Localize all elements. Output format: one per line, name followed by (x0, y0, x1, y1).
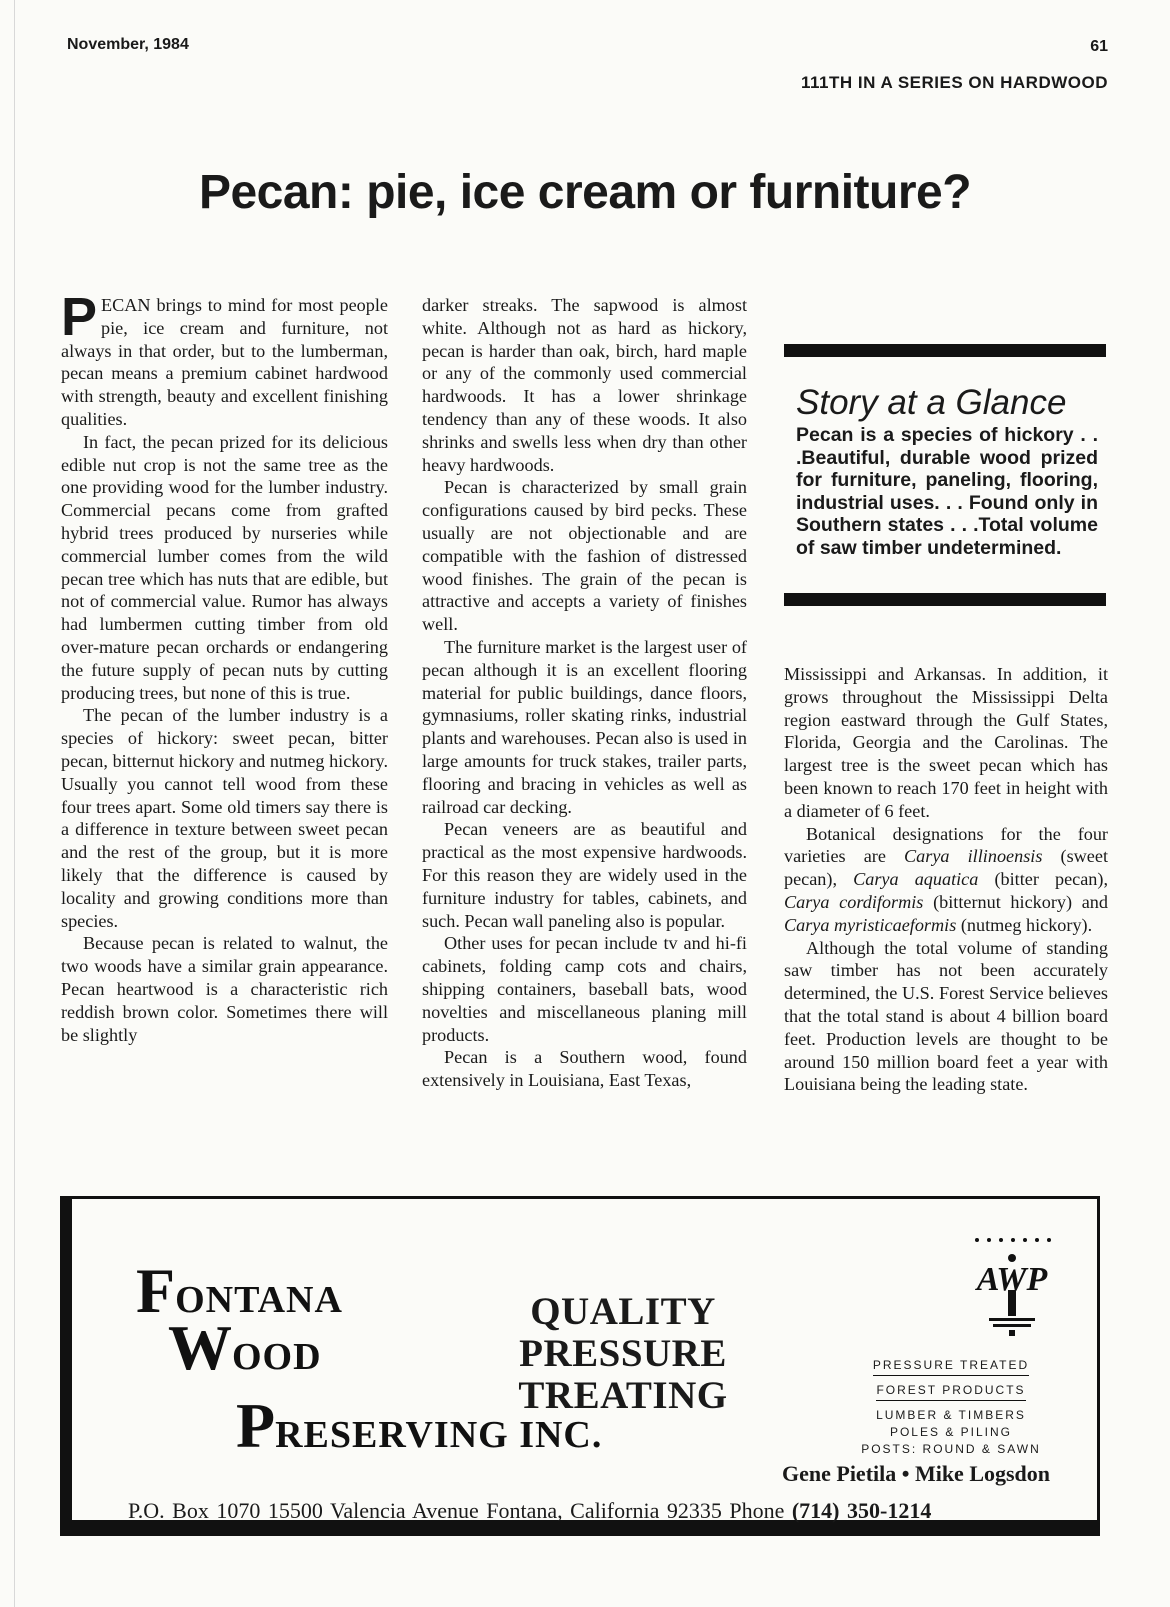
logo-lettering: AWP (976, 1261, 1048, 1298)
initial-letter: P (236, 1390, 276, 1461)
text-run: (bitter pecan), (978, 869, 1108, 890)
story-at-a-glance-box (784, 344, 1106, 559)
article-paragraph: Pecan is a Southern wood, found extensively in Louisiana, East Texas, (422, 1047, 747, 1091)
species-name: Carya cordiformis (784, 891, 924, 912)
species-name: Carya illinoensis (904, 846, 1043, 867)
company-name-line-2 (168, 1312, 322, 1383)
article-paragraph: Other uses for pecan include tv and hi-fi cabinets, folding camp cots and chairs, shipping containers, baseball bats, wood novelties and miscellaneous planing mill products. (422, 933, 747, 1045)
product-line: POSTS: ROUND & SAWN (861, 1442, 1041, 1456)
product-line: PRESSURE TREATED (873, 1357, 1029, 1376)
glance-top-rule (784, 344, 1106, 357)
phone-number: (714) 350-1214 (791, 1498, 932, 1523)
article-paragraph: Although the total volume of standing saw timber has not been accurately determined, the U.S. Forest Service believes that the total stand is about 4 billion board feet. Production levels are thought to be around 150 million board feet a year with Louisiana being the leading state. (784, 937, 1108, 1095)
species-name: Carya myristicaeformis (784, 914, 957, 935)
name-word: OOD (232, 1336, 322, 1378)
awpi-member-logo-icon (967, 1234, 1057, 1344)
slogan-line: TREATING (518, 1374, 728, 1417)
series-label: 111TH IN A SERIES ON HARDWOOD (800, 73, 1108, 92)
article-column-1 (61, 287, 388, 1046)
product-line: LUMBER & TIMBERS (876, 1408, 1026, 1422)
name-word: RESERVING INC. (275, 1414, 603, 1456)
product-line: FOREST PRODUCTS (876, 1382, 1025, 1401)
quality-slogan (438, 1291, 808, 1417)
article-paragraph: Pecan is characterized by small grain configurations caused by bird pecks. These usually are not objectionable and are compatible with the fashion of distressed wood finishes. The grain of the pecan is attractive and accepts a variety of finishes well. (422, 477, 747, 635)
text-run: (sweet pecan), (784, 846, 1109, 890)
contact-names: Gene Pietila • Mike Logsdon (782, 1461, 1051, 1486)
article-paragraph: In fact, the pecan prized for its delicious edible nut crop is not the same tree as the one providing wood for the lumber industry. Commercial pecans come from grafted hybrid trees produced by nurseries while commercial lumber comes from the wild pecan tree which has nuts that are edible, but not of commercial value. Rumor has always had lumbermen cutting timber from old over-mature pecan orchards or endangering the future supply of pecan nuts by cutting producing trees, but none of this is true. (61, 431, 388, 703)
article-column-2 (422, 294, 747, 1092)
article-paragraph (784, 823, 1108, 937)
article-paragraph: Mississippi and Arkansas. In addition, it grows throughout the Mississippi Delta region eastward through the Gulf States, Florida, Georgia and the Carolinas. The largest tree is the sweet pecan which has been known to reach 170 feet in height with a diameter of 6 feet. (784, 664, 1108, 821)
initial-letter: W (168, 1312, 232, 1383)
article-paragraph: Because pecan is related to walnut, the two woods have a similar grain appearance. Pecan heartwood is a characteristic rich reddish brown color. Sometimes there will be slightly (61, 933, 388, 1045)
article-paragraph: The furniture market is the largest user of pecan although it is an excellent flooring material for public buildings, dance floors, gymnasiums, roller skating rinks, industrial plants and warehouses. Pecan also is used in large amounts for truck stakes, trailer parts, flooring and bracing in vehicles as well as railroad car decking. (422, 636, 747, 817)
article-paragraph: Pecan veneers are as beautiful and practical as the most expensive hardwoods. For this reason they are widely used in the furniture industry for tables, cabinets, and such. Pecan wall paneling also is popular. (422, 819, 747, 931)
drop-cap: P (61, 287, 98, 347)
article-paragraph: darker streaks. The sapwood is almost white. Although not as hard as hickory, pecan is harder than oak, birch, hard maple or any of the commonly used commercial hardwoods. It has a lower shrinkage tendency than any of these woods. It also shrinks and swells less when dry than other heavy hardwoods. (422, 295, 747, 475)
article-title: Pecan: pie, ice cream or furniture? (198, 166, 972, 219)
product-list (858, 1357, 1044, 1458)
article-column-3 (784, 663, 1108, 1096)
text-run: (bitternut hickory) and (923, 891, 1108, 912)
glance-title: Story at a Glance (796, 383, 1067, 422)
issue-date: November, 1984 (67, 36, 189, 53)
advertisement-box (60, 1196, 1100, 1536)
name-word: ONTANA (175, 1279, 343, 1321)
text-run: Botanical designations for the four varieties are (784, 823, 1108, 867)
species-name: Carya aquatica (853, 869, 979, 890)
article-paragraph (61, 287, 388, 431)
page-binding-edge (0, 0, 15, 1607)
product-line: POLES & PILING (889, 1425, 1013, 1439)
company-address (128, 1498, 931, 1524)
address-text: P.O. Box 1070 15500 Valencia Avenue Fontana, California 92335 Phone (128, 1498, 785, 1523)
glance-bottom-rule (784, 593, 1106, 606)
text-run: (nutmeg hickory). (956, 914, 1093, 935)
article-paragraph: The pecan of the lumber industry is a species of hickory: sweet pecan, bitter pecan, bitternut hickory and nutmeg hickory. Usually you cannot tell wood from these four trees apart. Some old timers say there is a difference in texture between sweet pecan and the rest of the group, but it is more likely that the difference is caused by locality and growing conditions more than species. (61, 705, 388, 931)
initial-letter: F (136, 1255, 176, 1326)
glance-summary: Pecan is a species of hickory . . .Beautiful, durable wood prized for furniture, paneling, flooring, industrial uses. . . Found only in Southern states . . .Total volume of saw timber undetermined. (796, 424, 1098, 559)
page-number: 61 (1090, 38, 1108, 55)
slogan-line: QUALITY PRESSURE (519, 1290, 727, 1375)
paragraph-text: ECAN brings to mind for most people pie, ice cream and furniture, not always in that order, but to the lumberman, pecan means a premium cabinet hardwood with strength, beauty and excellent finishing qualities. (61, 295, 388, 429)
